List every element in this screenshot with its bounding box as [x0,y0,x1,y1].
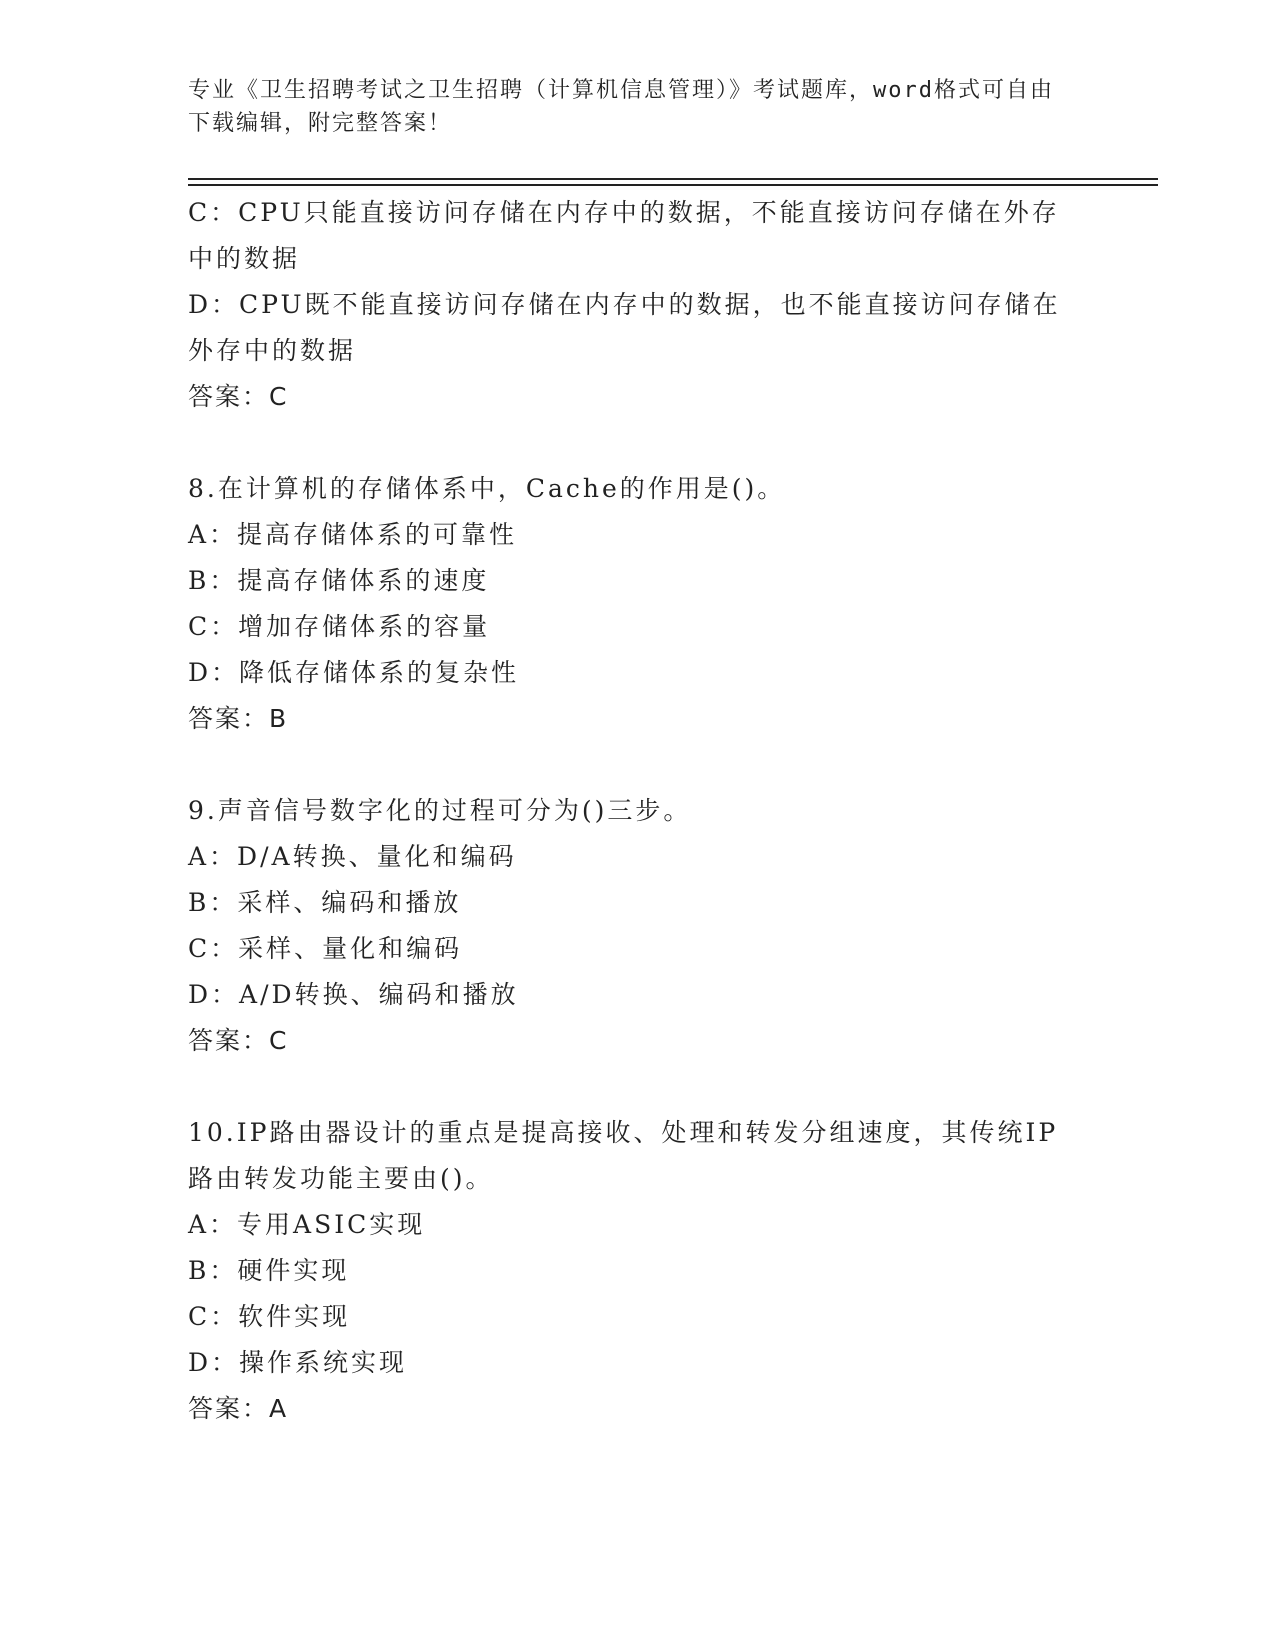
option-b: B：硬件实现 [188,1256,350,1285]
question-text: 10.IP路由器设计的重点是提高接收、处理和转发分组速度，其传统IP路由转发功能主要由()。 [188,1118,1059,1193]
option-c: C：采样、量化和编码 [188,934,463,963]
answer-line: 答案：B [188,704,289,733]
option-d: D：降低存储体系的复杂性 [188,658,520,687]
question-block-8 [188,466,1078,742]
question-text: 9.声音信号数字化的过程可分为()三步。 [188,796,692,825]
document-header: 专业《卫生招聘考试之卫生招聘（计算机信息管理）》考试题库，word格式可自由下载编辑，附完整答案！ [188,78,1054,136]
question-list [188,190,1078,1432]
spacer [188,742,1078,788]
header-rule-top [188,178,1158,180]
header-rule-bottom [188,184,1158,186]
answer-line: 答案：C [188,382,289,411]
option-a: A：专用ASIC实现 [188,1210,426,1239]
option-d: D：操作系统实现 [188,1348,408,1377]
spacer [188,1064,1078,1110]
option-b: B：提高存储体系的速度 [188,566,490,595]
question-block-10 [188,1110,1078,1432]
option-c: C：增加存储体系的容量 [188,612,491,641]
option-a: A：D/A转换、量化和编码 [188,842,517,871]
option-b: B：采样、编码和播放 [188,888,462,917]
option-c: C：软件实现 [188,1302,351,1331]
question-text: 8.在计算机的存储体系中，Cache的作用是()。 [188,474,786,503]
option-d: D：A/D转换、编码和播放 [188,980,519,1009]
option-c: C：CPU只能直接访问存储在内存中的数据，不能直接访问存储在外存中的数据 [188,198,1060,273]
option-a: A：提高存储体系的可靠性 [188,520,518,549]
question-block-prev [188,190,1078,420]
answer-line: 答案：C [188,1026,289,1055]
answer-line: 答案：A [188,1394,289,1423]
question-block-9 [188,788,1078,1064]
spacer [188,420,1078,466]
option-d: D：CPU既不能直接访问存储在内存中的数据，也不能直接访问存储在外存中的数据 [188,290,1061,365]
